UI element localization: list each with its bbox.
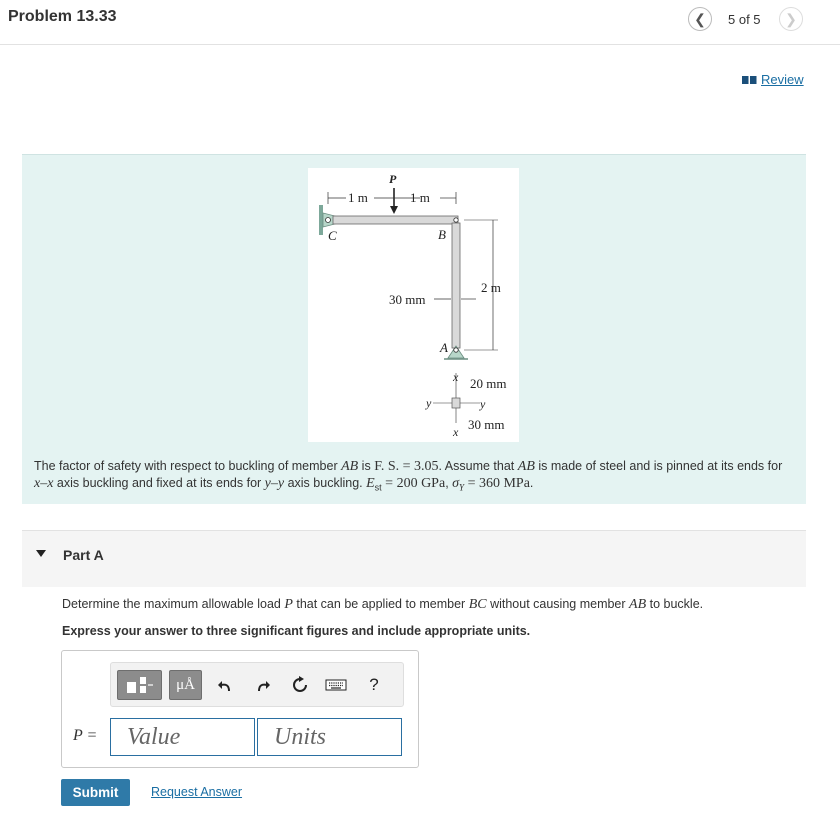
- page-count: 5 of 5: [728, 12, 761, 27]
- units-button[interactable]: [169, 670, 202, 700]
- templates-icon: [125, 675, 155, 695]
- instruction-text: Express your answer to three significant figures and include appropriate units.: [62, 624, 531, 638]
- dim-height-label: 2 m: [481, 280, 501, 295]
- redo-icon: [255, 677, 271, 693]
- load-label: P: [389, 172, 397, 186]
- redo-button[interactable]: [250, 670, 276, 700]
- label-c: C: [328, 228, 337, 243]
- chevron-left-icon: ❮: [694, 10, 706, 27]
- section-height-label: 20 mm: [470, 376, 507, 391]
- cross-section: [452, 398, 460, 408]
- review-link[interactable]: [742, 72, 804, 87]
- label-a: A: [440, 340, 448, 355]
- axis-x-bottom: x: [453, 425, 459, 439]
- pin-c: [326, 218, 331, 223]
- book-icon: [742, 75, 757, 85]
- section-width-label: 30 mm: [468, 417, 505, 432]
- label-b: B: [438, 227, 446, 242]
- keyboard-icon: [325, 678, 347, 692]
- next-button[interactable]: [779, 7, 803, 31]
- part-a-header[interactable]: [22, 530, 806, 587]
- templates-button[interactable]: [117, 670, 162, 700]
- page-title: Problem 13.33: [8, 8, 117, 25]
- units-input[interactable]: [257, 718, 402, 756]
- dim-width-label: 30 mm: [389, 292, 426, 307]
- member-ab: [452, 223, 460, 348]
- reset-button[interactable]: [287, 670, 313, 700]
- part-a-title: Part A: [63, 547, 104, 563]
- header-divider: [0, 44, 840, 45]
- dim-left-label: 1 m: [348, 190, 368, 205]
- units-label: μÅ: [176, 676, 195, 693]
- answer-label: P =: [73, 727, 98, 744]
- question-text: Determine the maximum allowable load P that can be applied to member BC without causing member AB to buckle.: [62, 597, 704, 612]
- chevron-right-icon: ❯: [785, 10, 797, 27]
- load-arrowhead: [390, 206, 398, 214]
- collapse-triangle-icon[interactable]: [36, 550, 46, 557]
- pin-a: [454, 348, 458, 352]
- reset-icon: [291, 676, 309, 694]
- undo-button[interactable]: [212, 670, 238, 700]
- prev-button[interactable]: [688, 7, 712, 31]
- help-button[interactable]: [363, 670, 385, 700]
- units-placeholder: Units: [274, 723, 327, 750]
- value-input[interactable]: [110, 718, 255, 756]
- axis-y-left: y: [426, 396, 432, 410]
- problem-figure: [308, 168, 519, 442]
- axis-x-top: x: [453, 370, 459, 384]
- problem-statement: The factor of safety with respect to buckling of member AB is F. S. = 3.05. Assume that AB is made of steel and is pinned at its ends for x–x axis buckling and fixed at its ends for y–y axis buckling. $E_{st} = 200$ GPa, $\sigma_Y = 360$ MPa.: [34, 459, 783, 493]
- axis-y-right: y: [480, 397, 486, 411]
- submit-button[interactable]: Submit: [61, 779, 130, 806]
- review-label: Review: [761, 72, 804, 87]
- pin-b: [454, 218, 458, 222]
- math-toolbar: [110, 662, 404, 707]
- help-label: ?: [369, 675, 379, 694]
- member-bc: [333, 216, 458, 224]
- value-placeholder: Value: [127, 723, 181, 750]
- undo-icon: [217, 677, 233, 693]
- wall-support: [319, 205, 323, 235]
- dim-right-label: 1 m: [410, 190, 430, 205]
- keyboard-button[interactable]: [323, 670, 349, 700]
- request-answer-link[interactable]: Request Answer: [151, 785, 243, 799]
